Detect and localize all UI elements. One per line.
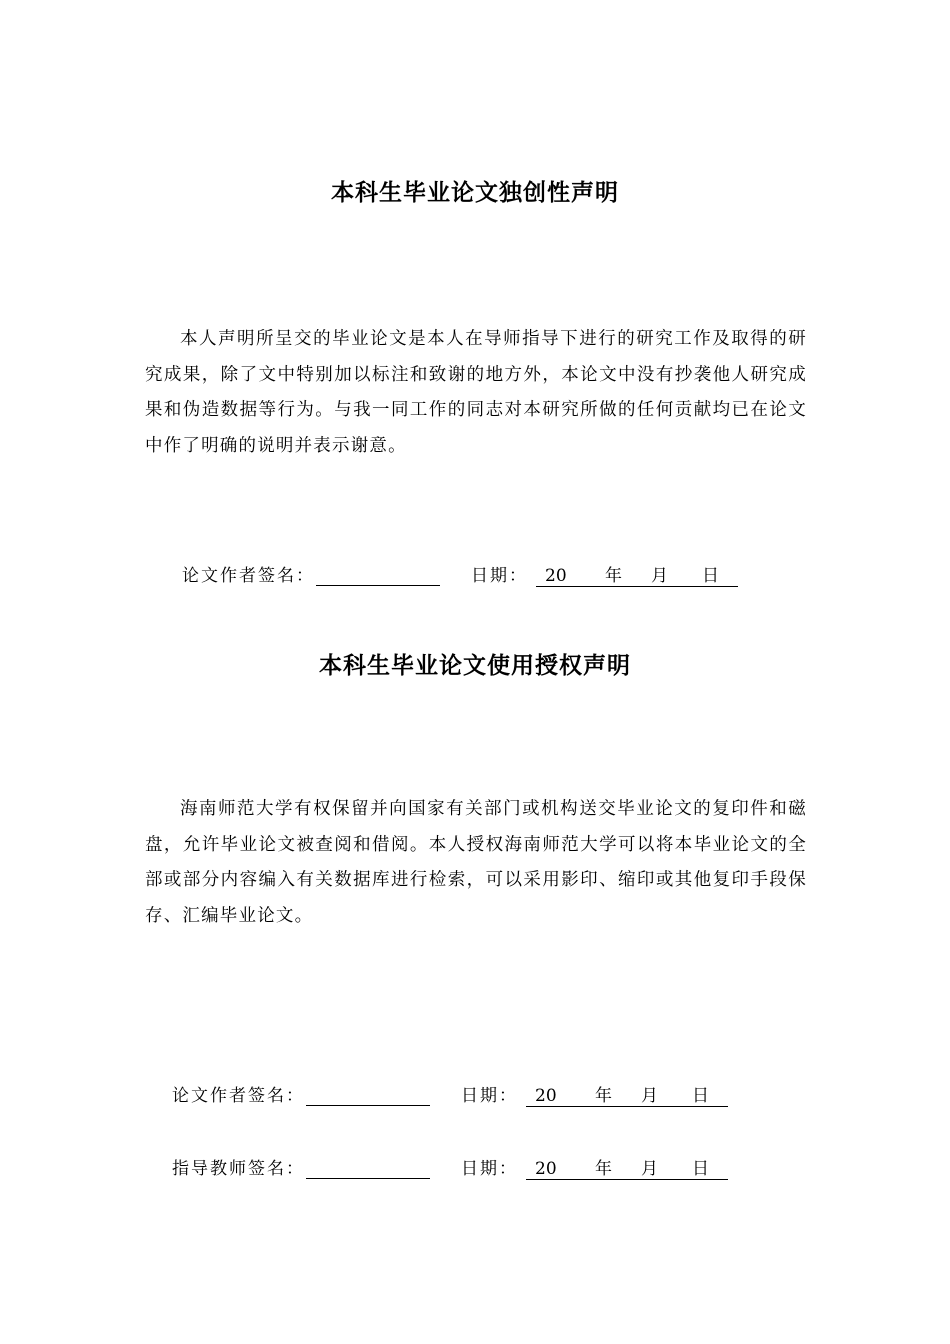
date-year: 20 xyxy=(535,1159,557,1179)
date-field[interactable] xyxy=(526,1084,728,1107)
originality-declaration-body: 本人声明所呈交的毕业论文是本人在导师指导下进行的研究工作及取得的研究成果，除了文中特别加以标注和致谢的地方外，本论文中没有抄袭他人研究成果和伪造数据等行为。与我一同工作的同志对本研究所做的任何贡献均已在论文中作了明确的说明并表示谢意。 xyxy=(145,329,807,456)
date-year-unit: 年 xyxy=(595,1086,612,1106)
date-label: 日期： xyxy=(461,1159,518,1179)
advisor-signature-line[interactable] xyxy=(306,1178,430,1179)
advisor-signature-label: 指导教师签名： xyxy=(172,1159,305,1179)
date-field[interactable] xyxy=(526,1157,728,1180)
date-year-unit: 年 xyxy=(595,1159,612,1179)
author-signature-label: 论文作者签名： xyxy=(182,566,315,586)
date-day-unit: 日 xyxy=(692,1086,709,1106)
authorization-advisor-signature-row xyxy=(172,1157,772,1181)
date-year: 20 xyxy=(535,1086,557,1106)
authorization-declaration-title: 本科生毕业论文使用授权声明 xyxy=(319,653,631,679)
date-label: 日期： xyxy=(461,1086,518,1106)
author-signature-line[interactable] xyxy=(306,1105,430,1106)
author-signature-label: 论文作者签名： xyxy=(172,1086,305,1106)
authorization-declaration-body: 海南师范大学有权保留并向国家有关部门或机构送交毕业论文的复印件和磁盘，允许毕业论文被查阅和借阅。本人授权海南师范大学可以将本毕业论文的全部或部分内容编入有关数据库进行检索，可以采用影印、缩印或其他复印手段保存、汇编毕业论文。 xyxy=(145,799,807,926)
authorization-author-signature-row xyxy=(172,1084,772,1108)
date-day-unit: 日 xyxy=(702,566,719,586)
date-field[interactable] xyxy=(536,564,738,587)
date-month-unit: 月 xyxy=(651,566,668,586)
originality-declaration-title: 本科生毕业论文独创性声明 xyxy=(331,180,619,206)
originality-signature-row xyxy=(182,564,782,588)
author-signature-line[interactable] xyxy=(316,585,440,586)
date-day-unit: 日 xyxy=(692,1159,709,1179)
date-year: 20 xyxy=(545,566,567,586)
date-label: 日期： xyxy=(471,566,528,586)
date-year-unit: 年 xyxy=(605,566,622,586)
date-month-unit: 月 xyxy=(641,1159,658,1179)
date-month-unit: 月 xyxy=(641,1086,658,1106)
